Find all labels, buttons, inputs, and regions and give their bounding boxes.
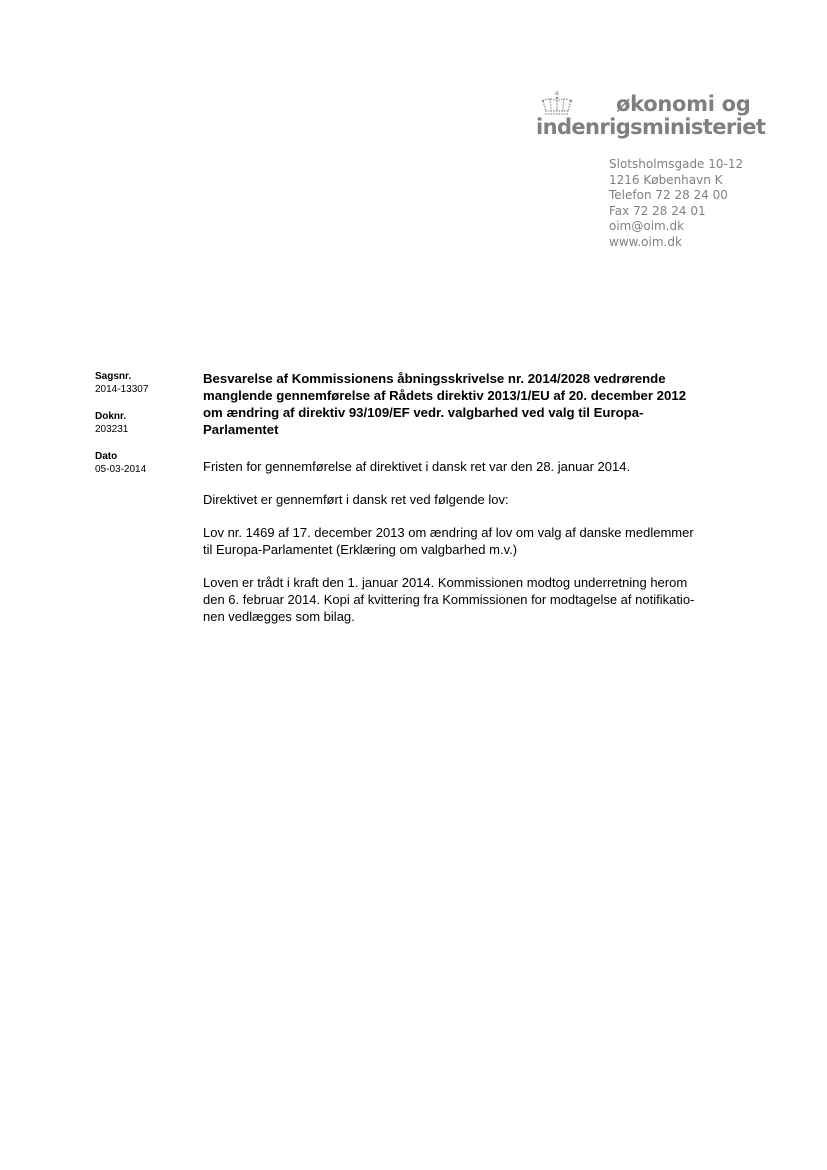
- ministry-logo: [536, 89, 766, 149]
- ministry-name-line2: indenrigsministeriet: [536, 115, 766, 139]
- case-number-label: Sagsnr.: [95, 371, 132, 382]
- subject-line: Parlamentet: [203, 422, 279, 437]
- subject-line: Besvarelse af Kommissionens åbningsskrivelse nr. 2014/2028 vedrørende: [203, 371, 666, 386]
- address-website: www.oim.dk: [609, 234, 682, 249]
- ministry-name-line1: økonomi og: [616, 92, 751, 116]
- paragraph-line: til Europa-Parlamentet (Erklæring om valgbarhed m.v.): [203, 542, 518, 557]
- date-value: 05-03-2014: [95, 464, 147, 475]
- document-metadata: [95, 370, 185, 490]
- paragraph-entry-into-force: [203, 574, 733, 625]
- document-number-label: Doknr.: [95, 411, 127, 422]
- address-email: oim@oim.dk: [609, 219, 685, 233]
- address-fax: Fax 72 28 24 01: [609, 203, 706, 218]
- case-number-value: 2014-13307: [95, 384, 149, 395]
- paragraph-line: den 6. februar 2014. Kopi af kvittering fra Kommissionen for modtagelse af notifikatio-: [203, 592, 695, 607]
- address-phone: Telefon 72 28 24 00: [609, 188, 728, 202]
- address-postcode-city: 1216 København K: [609, 172, 723, 187]
- paragraph-deadline: [203, 458, 733, 475]
- subject-line: om ændring af direktiv 93/109/EF vedr. valgbarhed ved valg til Europa-: [203, 405, 644, 420]
- sender-address: [609, 157, 743, 250]
- paragraph-line: Loven er trådt i kraft den 1. januar 2014. Kommissionen modtog underretning herom: [203, 575, 688, 590]
- date-label: Dato: [95, 451, 118, 462]
- subject-line: manglende gennemførelse af Rådets direktiv 2013/1/EU af 20. december 2012: [203, 388, 687, 403]
- document-number-block: [95, 410, 185, 436]
- paragraph-line: Lov nr. 1469 af 17. december 2013 om ændring af lov om valg af danske medlemmer: [203, 525, 694, 540]
- letter-subject: [203, 370, 733, 438]
- case-number-block: [95, 370, 185, 396]
- letter-body: [203, 370, 743, 641]
- date-block: [95, 450, 185, 476]
- paragraph-law-reference: [203, 524, 733, 558]
- document-number-value: 203231: [95, 424, 129, 435]
- paragraph-line: Direktivet er gennemført i dansk ret ved følgende lov:: [203, 492, 509, 507]
- address-street: Slotsholmsgade 10-12: [609, 157, 744, 171]
- paragraph-implementation: [203, 491, 733, 508]
- paragraph-line: nen vedlægges som bilag.: [203, 609, 355, 624]
- paragraph-line: Fristen for gennemførelse af direktivet i dansk ret var den 28. januar 2014.: [203, 459, 631, 474]
